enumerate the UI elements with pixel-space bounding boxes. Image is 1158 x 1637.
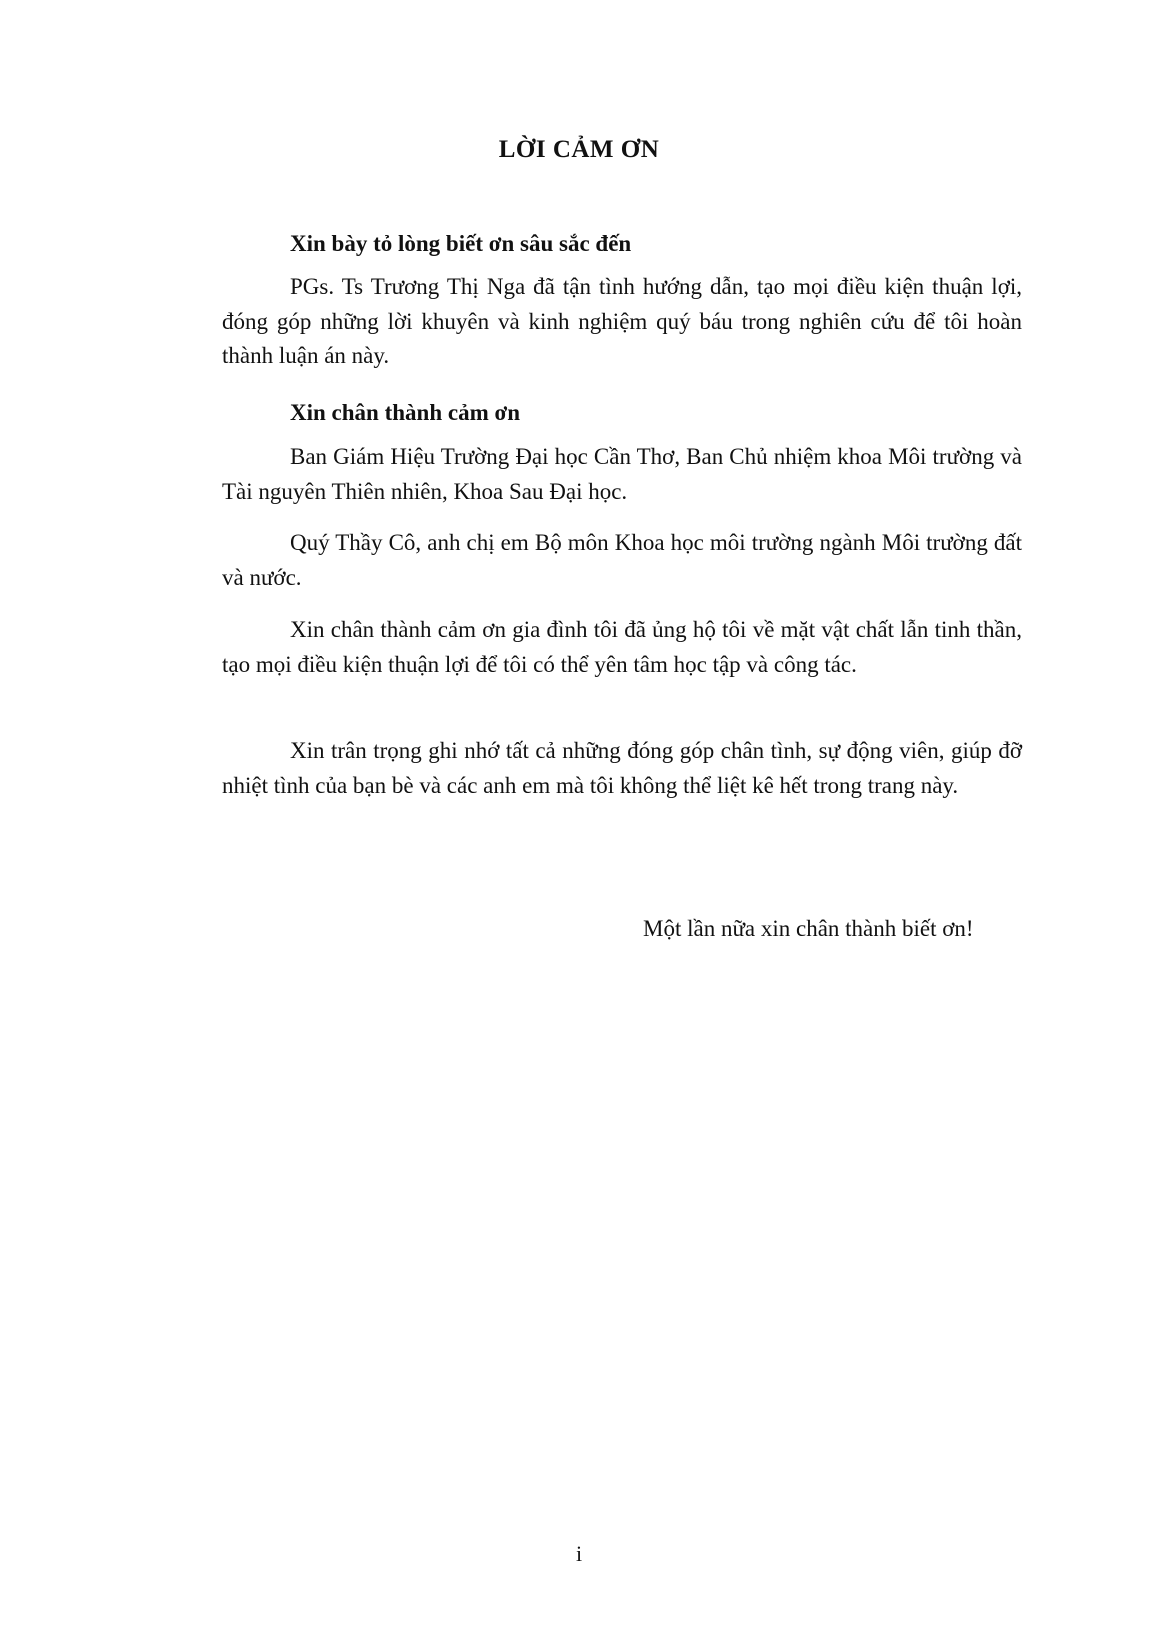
paragraph-department: Quý Thầy Cô, anh chị em Bộ môn Khoa học môi trường ngành Môi trường đất và nước. [222, 530, 1022, 590]
closing-line: Một lần nữa xin chân thành biết ơn! [643, 916, 974, 941]
heading-gratitude: Xin bày tỏ lòng biết ơn sâu sắc đến [290, 231, 632, 256]
heading-thanks: Xin chân thành cảm ơn [290, 400, 521, 425]
paragraph-advisor: PGs. Ts Trương Thị Nga đã tận tình hướng dẫn, tạo mọi điều kiện thuận lợi, đóng góp những lời khuyên và kinh nghiệm quý báu trong nghiên cứu để tôi hoàn thành luận án này. [222, 274, 1022, 368]
paragraph-university: Ban Giám Hiệu Trường Đại học Cần Thơ, Ban Chủ nhiệm khoa Môi trường và Tài nguyên Thiên nhiên, Khoa Sau Đại học. [222, 444, 1022, 504]
paragraph-friends: Xin trân trọng ghi nhớ tất cả những đóng góp chân tình, sự động viên, giúp đỡ nhiệt tình của bạn bè và các anh em mà tôi không thể liệt kê hết trong trang này. [222, 738, 1022, 798]
page-title: LỜI CẢM ƠN [498, 136, 660, 163]
paragraph-family: Xin chân thành cảm ơn gia đình tôi đã ủng hộ tôi về mặt vật chất lẫn tinh thần, tạo mọi điều kiện thuận lợi để tôi có thể yên tâm học tập và công tác. [222, 617, 1022, 677]
page-number: i [575, 1541, 583, 1566]
